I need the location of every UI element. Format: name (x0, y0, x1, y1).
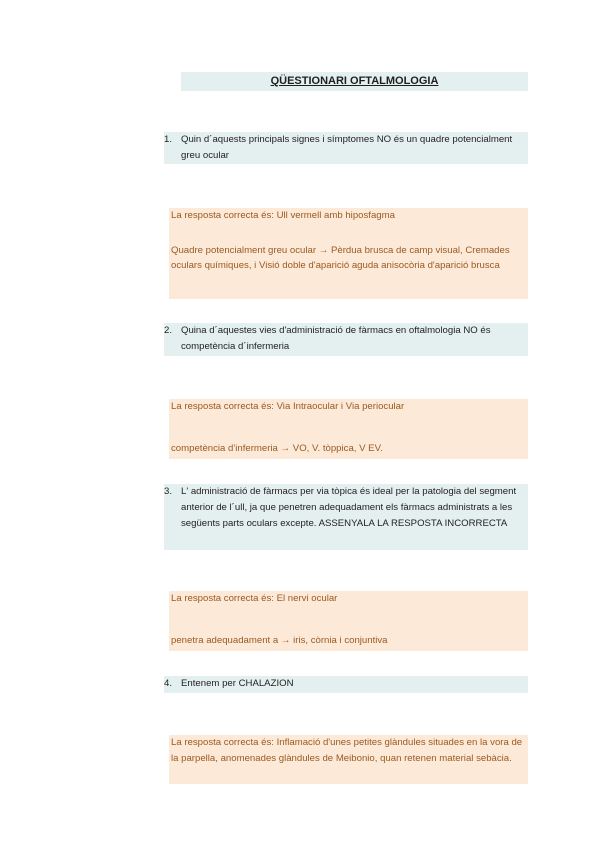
question-text: L' administració de fàrmacs per via tòpica és ideal per la patologia del segment anterior de l´ull, ja que penetren adequadament els fàrmacs administrats a les següents parts oculars excepte. ASSENYALA LA RESPOSTA INCORRECTA (181, 486, 517, 529)
answer-note: Quadre potencialment greu ocular → Pèrdua brusca de camp visual, Cremades oculars químiques, i Visió doble d'aparició aguda anisocòria d'aparició brusca (171, 244, 510, 271)
question-text: Quina d´aquestes vies d'administració de fàrmacs en oftalmologia NO és competència d´infermeria (181, 325, 491, 352)
answer-block-3 (169, 591, 528, 651)
answer-text: La resposta correcta és: Ull vermell amb hiposfagma (171, 210, 395, 221)
answer-note: competència d'infermeria → VO, V. tòppica, V EV. (171, 442, 383, 454)
answer-block-4 (169, 735, 528, 784)
question-4 (164, 676, 528, 693)
answer-text: La resposta correcta és: Via Intraocular i Via periocular (171, 401, 405, 412)
answer-note: penetra adequadament a → iris, còrnia i conjuntiva (171, 634, 388, 646)
page-title: QÜESTIONARI OFTALMOLOGIA (181, 72, 528, 91)
answer-block-2 (169, 399, 528, 459)
answer-text: La resposta correcta és: El nervi ocular (171, 593, 338, 604)
question-number: 3. (164, 486, 173, 497)
question-1 (164, 132, 528, 164)
question-text: Quin d´aquests principals signes i símptomes NO és un quadre potencialment greu ocular (181, 134, 513, 161)
question-2 (164, 323, 528, 356)
question-number: 4. (164, 678, 173, 689)
answer-text: La resposta correcta és: Inflamació d'unes petites glàndules situades en la vora de la parpella, anomenades glàndules de Meibonio, quan retenen material sebàcia. (171, 737, 523, 764)
question-number: 2. (164, 325, 173, 336)
question-3 (164, 484, 528, 550)
question-number: 1. (164, 134, 173, 145)
answer-block-1 (169, 208, 528, 299)
question-text: Entenem per CHALAZION (181, 678, 294, 689)
